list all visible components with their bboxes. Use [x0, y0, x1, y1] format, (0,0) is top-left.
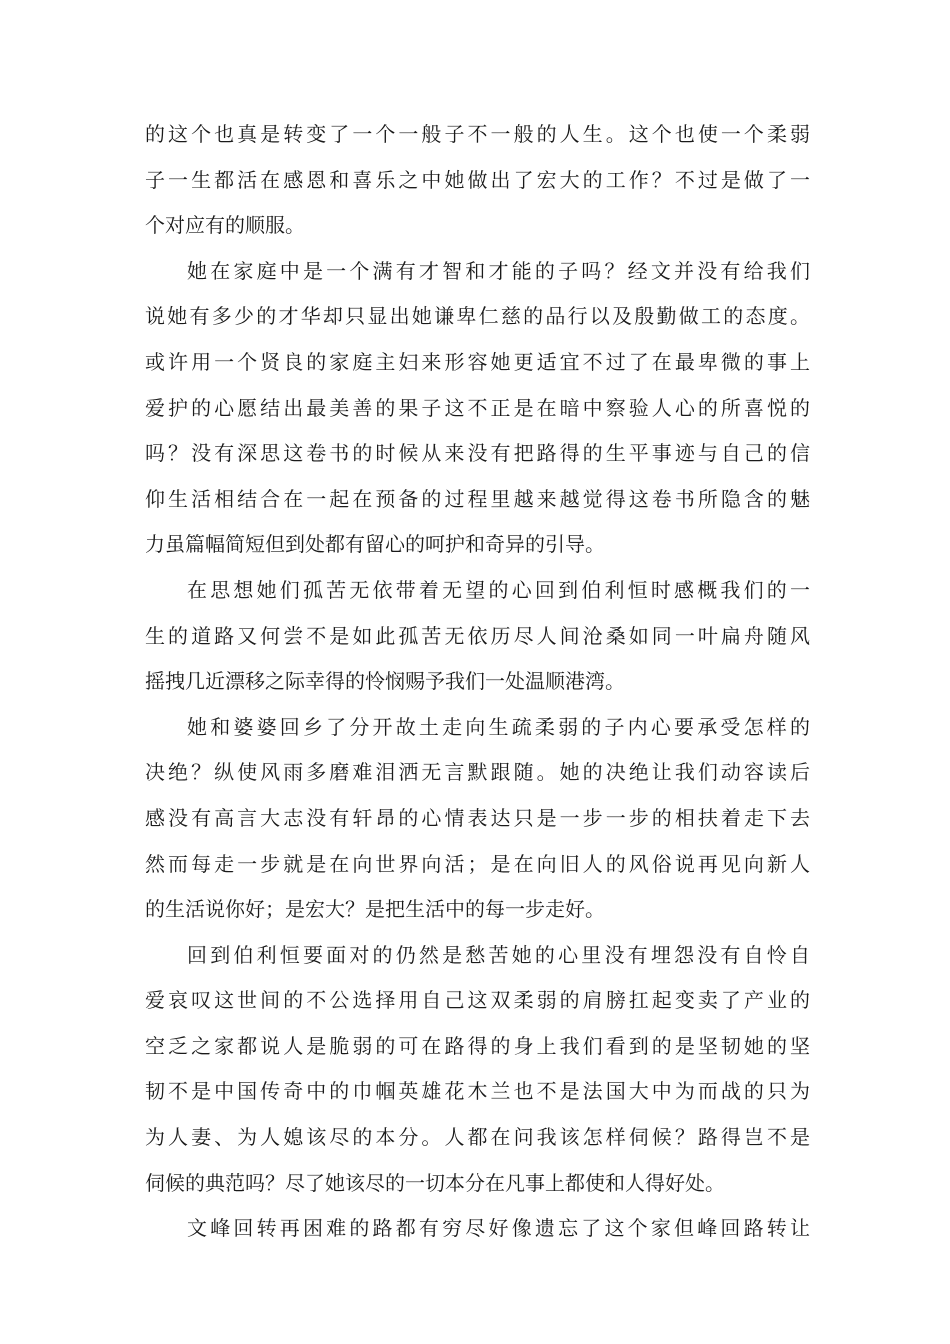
text-line: 或许用一个贤良的家庭主妇来形容她更适宜不过了在最卑微的事上 — [145, 349, 810, 374]
text-line: 她和婆婆回乡了分开故土走向生疏柔弱的子内心要承受怎样的 — [187, 714, 810, 739]
text-line: 然而每走一步就是在向世界向活；是在向旧人的风俗说再见向新人 — [145, 851, 810, 876]
text-line: 子一生都活在感恩和喜乐之中她做出了宏大的工作？不过是做了一 — [145, 167, 810, 192]
text-line: 为人妻、为人媳该尽的本分。人都在问我该怎样伺候？路得岂不是 — [145, 1125, 810, 1150]
text-line: 摇拽几近漂移之际幸得的怜悯赐予我们一处温顺港湾。 — [145, 669, 625, 694]
text-line: 感没有高言大志没有轩昂的心情表达只是一步一步的相扶着走下去 — [145, 805, 810, 830]
text-line: 吗？没有深思这卷书的时候从来没有把路得的生平事迹与自己的信 — [145, 441, 810, 466]
text-line: 回到伯利恒要面对的仍然是愁苦她的心里没有埋怨没有自怜自 — [187, 942, 810, 967]
text-line: 生的道路又何尝不是如此孤苦无依历尽人间沧桑如同一叶扁舟随风 — [145, 623, 810, 648]
text-line: 个对应有的顺服。 — [145, 213, 305, 238]
text-line: 仰生活相结合在一起在预备的过程里越来越觉得这卷书所隐含的魅 — [145, 486, 810, 511]
text-line: 的生活说你好；是宏大？是把生活中的每一步走好。 — [145, 897, 605, 922]
text-line: 爱护的心愿结出最美善的果子这不正是在暗中察验人心的所喜悦的 — [145, 395, 810, 420]
text-line: 伺候的典范吗？尽了她该尽的一切本分在凡事上都使和人得好处。 — [145, 1170, 725, 1195]
text-line: 空乏之家都说人是脆弱的可在路得的身上我们看到的是坚韧她的坚 — [145, 1033, 810, 1058]
document-body — [145, 112, 810, 1252]
text-line: 爱哀叹这世间的不公选择用自己这双柔弱的肩膀扛起变卖了产业的 — [145, 988, 810, 1013]
text-line: 文峰回转再困难的路都有穷尽好像遗忘了这个家但峰回路转让 — [187, 1216, 810, 1241]
text-line: 的这个也真是转变了一个一般子不一般的人生。这个也使一个柔弱 — [145, 122, 810, 146]
text-line: 在思想她们孤苦无依带着无望的心回到伯利恒时感概我们的一 — [187, 577, 810, 602]
text-line: 说她有多少的才华却只显出她谦卑仁慈的品行以及殷勤做工的态度。 — [145, 304, 810, 329]
text-line: 韧不是中国传奇中的巾帼英雄花木兰也不是法国大中为而战的只为 — [145, 1079, 810, 1104]
text-line: 力虽篇幅简短但到处都有留心的呵护和奇异的引导。 — [145, 532, 605, 557]
text-line: 她在家庭中是一个满有才智和才能的子吗？经文并没有给我们 — [187, 258, 810, 283]
text-line: 决绝？纵使风雨多磨难泪洒无言默跟随。她的决绝让我们动容读后 — [145, 760, 810, 785]
